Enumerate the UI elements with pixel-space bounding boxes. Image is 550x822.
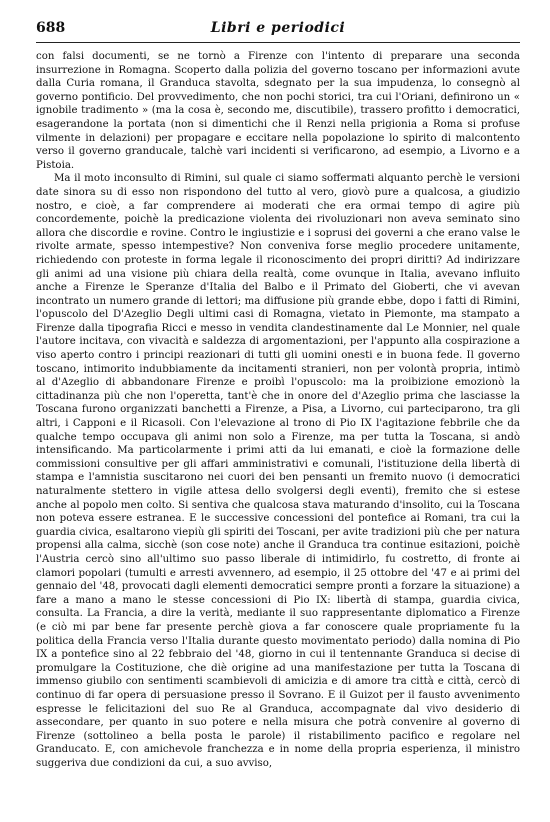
paragraph-rimini: Ma il moto inconsulto di Rimini, sul quale ci siamo soffermati alquanto perchè le versioni date sinora su di esso non rispondono del tutto al vero, giovò pure a qualcosa, a giudizio nostro, e cioè, a far comprendere ai moderati che era ormai tempo di agire più concordemente, poichè la predicazione violenta dei rivoluzionari non aveva seminato sino allora che discordie e rovine. Contro le ingiustizie e i soprusi dei governi a che erano valse le rivolte armate, spesso intempestive? Non conveniva forse meglio procedere unitamente, richiedendo con proteste in forma legale il riconoscimento dei propri diritti? Ad indirizzare gli animi ad una visione più chiara della realtà, come ovunque in Italia, avevano influito anche a Firenze le Speranze d'Italia del Balbo e il Primato del Gioberti, che vi avevan incontrato un numero grande di lettori; ma diffusione più grande ebbe, dopo i fatti di Rimini, l'opuscolo del D'Azeglio Degli ultimi casi di Romagna, vietato in Piemonte, ma stampato a Firenze dalla tipografia Ricci e messo in vendita clandestinamente dal Le Monnier, nel quale l'autore incitava, con vivacità e saldezza di argomentazioni, per l'appunto alla cospirazione a viso aperto contro i principi reazionari di tutti gli uomini onesti e in buona fede. Il governo toscano, intimorito indubbiamente da incitamenti stranieri, non per volontà propria, intimò al d'Azeglio di abbandonare Firenze e proibì l'opuscolo: ma la proibizione emozionò la cittadinanza più che non l'operetta, tant'è che in onore del d'Azeglio prima che lasciasse la Toscana furono organizzati banchetti a Firenze, a Pisa, a Livorno, cui parteciparono, tra gli altri, i Capponi e il Ricasoli. Con l'elevazione al trono di Pio IX l'agitazione febbrile che da qualche tempo occupava gli animi non solo a Firenze, ma per tutta la Toscana, si andò intensificando. Ma particolarmente i primi atti da lui emanati, e cioè la formazione delle commissioni consultive per gli affari amministrativi e comunali, l'istituzione della libertà di stampa e l'amnistia suscitarono nei cuori dei ben pensanti un fremito nuovo (i democratici naturalmente stettero in vigile attesa dello svolgersi degli eventi), fremito che si estese anche al popolo men colto. Si sentiva che qualcosa stava maturando d'insolito, cui la Toscana non poteva essere estranea. E le successive concessioni del pontefice ai Romani, tra cui la guardia civica, esaltarono viepiù gli spiriti dei Toscani, per avite tradizioni più che per natura propensi alla calma, sicchè (son cose note) anche il Granduca tra continue esitazioni, poichè l'Austria cercò sino all'ultimo suo passo liberale di intimidirlo, fu costretto, di fronte ai clamori popolari (tumulti e arresti avvennero, ad esempio, il 25 ottobre del '47 e ai primi del gennaio del '48, provocati dagli elementi democratici sempre pronti a forzare la situazione) a fare a mano a mano le stesse concessioni di Pio IX: libertà di stampa, guardia civica, consulta. La Francia, a dire la verità, mediante il suo rappresentante diplomatico a Firenze (e ciò mi par bene far presente perchè giova a far conoscere quale propriamente fu la politica della Francia verso l'Italia durante questo movimentato periodo) dalla nomina di Pio IX a pontefice sino al 22 febbraio del '48, giorno in cui il tentennante Granduca si decise di promulgare la Costituzione, che diè origine ad una manifestazione per tutta la Toscana di immenso giubilo con sentimenti scambievoli di amicizia e di amore tra città e città, cercò di continuo di far opera di persuasione presso il Sovrano. E il Guizot per il fausto avvenimento espresse le felicitazioni del suo Re al Granduca, accompagnate dal vivo desiderio di assecondare, per quanto in suo potere e nella misura che potrà convenire al governo di Firenze (sottolineo a bella posta le parole) il ristabilimento pacifico e regolare nel Granducato. E, con amichevole franchezza e in nome della propria esperienza, il ministro suggeriva due condizioni da cui, a suo avviso, — [36, 173, 520, 769]
body-text — [36, 50, 520, 770]
running-title: Libri e periodici — [210, 20, 346, 36]
paragraph-continuation: con falsi documenti, se ne tornò a Firenze con l'intento di preparare una seconda insurrezione in Romagna. Scoperto dalla polizia del governo toscano per informazioni avute dalla Curia romana, il Granduca stavolta, sdegnato per la sua impudenza, lo consegnò al governo pontificio. Del provvedimento, che non pochi storici, tra cui l'Oriani, definirono un « ignobile tradimento » (ma la cosa è, secondo me, discutibile), trassero profitto i democratici, esagerandone la portata (non si dimentichi che il Renzi nella prigionia a Roma si profuse vilmente in delazioni) per propagare e eccitare nella popolazione lo spirito di malcontento verso il governo granducale, talchè vari incidenti si verificarono, ad esempio, a Livorno e a Pistoia. — [36, 51, 520, 171]
page-number: 688 — [36, 20, 66, 36]
running-header — [36, 18, 520, 43]
